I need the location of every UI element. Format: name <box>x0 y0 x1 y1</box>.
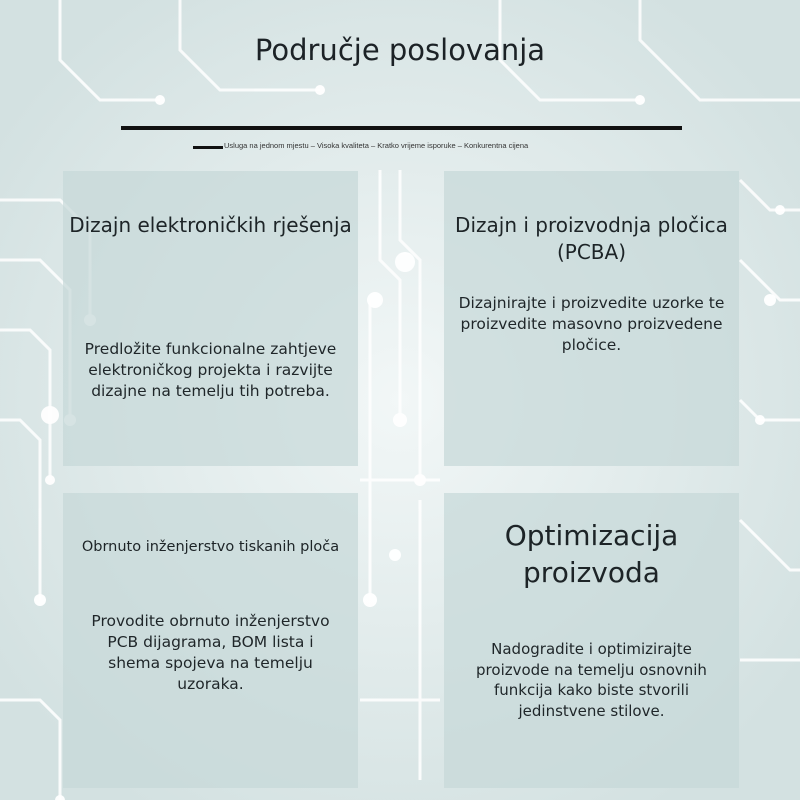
tagline: Usluga na jednom mjestu – Visoka kvaliteta – Kratko vrijeme isporuke – Konkurentna cijena <box>224 141 529 150</box>
title-divider <box>121 126 682 130</box>
service-card-reverse-engineering <box>63 493 358 788</box>
card-heading: Obrnuto inženjerstvo tiskanih ploča <box>81 539 340 555</box>
card-heading: Dizajn elektroničkih rješenja <box>69 213 352 237</box>
page-title: Područje poslovanja <box>254 33 546 67</box>
service-card-electronic-design <box>63 171 358 466</box>
card-heading: Optimizacija proizvoda <box>504 519 679 589</box>
card-description: Provodite obrnuto inženjerstvo PCB dijagrama, BOM lista i shema spojeva na temelju uzoraka. <box>91 612 330 693</box>
service-card-product-optimization <box>444 493 739 788</box>
card-heading: Dizajn i proizvodnja pločica (PCBA) <box>455 213 728 264</box>
tagline-marker <box>193 146 223 149</box>
service-card-pcba <box>444 171 739 466</box>
card-description: Dizajnirajte i proizvedite uzorke te proizvedite masovno proizvedene pločice. <box>458 294 725 354</box>
card-description: Predložite funkcionalne zahtjeve elektroničkog projekta i razvijte dizajne na temelju tih potreba. <box>84 340 337 400</box>
card-description: Nadogradite i optimizirajte proizvode na temelju osnovnih funkcija kako biste stvorili jedinstvene stilove. <box>476 640 707 720</box>
